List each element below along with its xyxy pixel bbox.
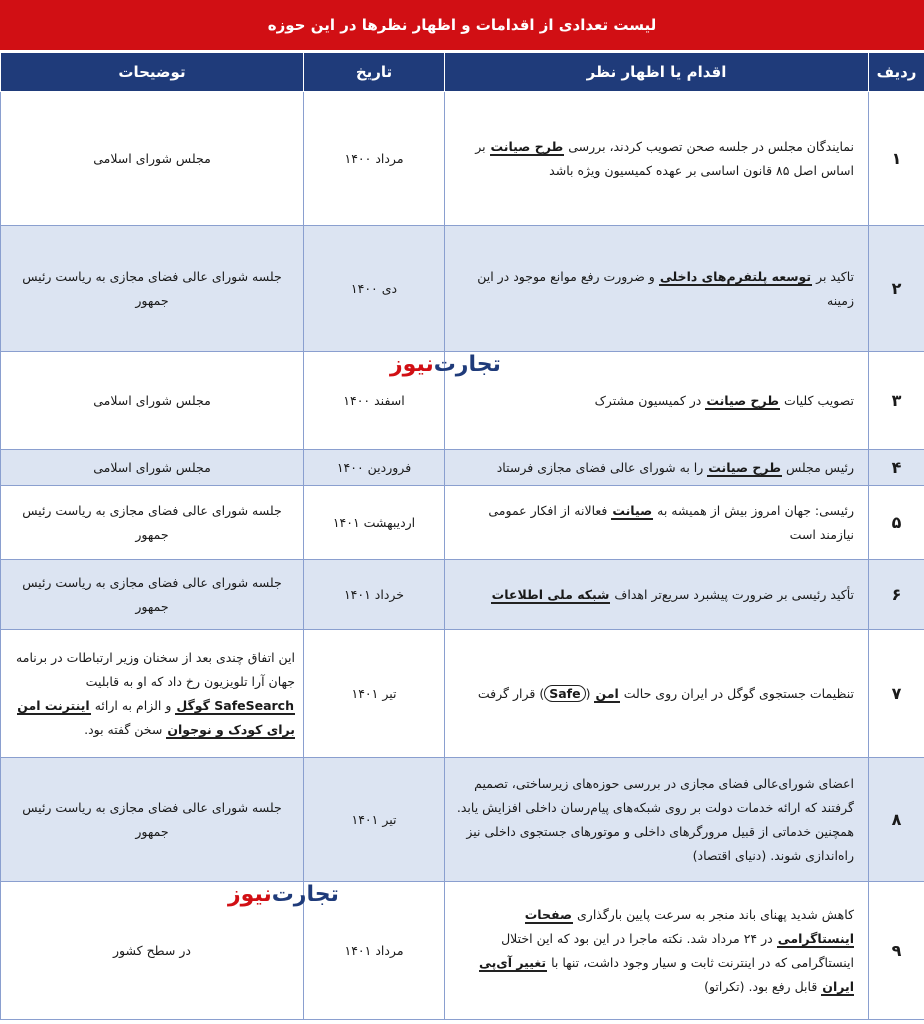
notes-cell: مجلس شورای اسلامی — [1, 352, 304, 450]
date-cell: اردیبهشت ۱۴۰۱ — [304, 486, 445, 560]
notes-cell: مجلس شورای اسلامی — [1, 450, 304, 486]
table-row — [1, 226, 924, 352]
notes-cell: جلسه شورای عالی فضای مجازی به ریاست رئیس جمهور — [1, 758, 304, 882]
action-cell: تنظیمات جستجوی گوگل در ایران روی حالت امن (Safe) قرار گرفت — [445, 630, 869, 758]
watermark-logo: تجارت نیوز — [228, 882, 339, 907]
row-number: ۲ — [869, 226, 924, 352]
date-cell: تیر ۱۴۰۱ — [304, 758, 445, 882]
table-row — [1, 450, 924, 486]
row-number: ۸ — [869, 758, 924, 882]
table-title: لیست تعدادی از اقدامات و اظهار نظرها در این حوزه — [0, 0, 924, 50]
action-cell: کاهش شدید پهنای باند منجر به سرعت پایین بارگذاری صفحات اینستاگرامی در ۲۴ مرداد شد. نکته ماجرا در این بود که این اختلال اینستاگرامی که در اینترنت ثابت و سیار وجود داشت، تنها با تغییر آی‌پی ایران قابل رفع بود. (تکراتو) — [445, 882, 869, 1020]
header-row — [1, 53, 924, 92]
action-cell: تأکید رئیسی بر ضرورت پیشبرد سریع‌تر اهداف شبکه ملی اطلاعات — [445, 560, 869, 630]
row-number: ۵ — [869, 486, 924, 560]
table-row — [1, 92, 924, 226]
notes-cell: جلسه شورای عالی فضای مجازی به ریاست رئیس جمهور — [1, 486, 304, 560]
action-cell: تاکید بر توسعه پلتفرم‌های داخلی و ضرورت رفع موانع موجود در این زمینه — [445, 226, 869, 352]
action-cell: اعضای شورای‌عالی فضای مجازی در بررسی حوزه‌های زیرساختی، تصمیم گرفتند که ارائه خدمات دولت بر روی شبکه‌های پیام‌رسان داخلی افزایش یابد. همچنین خدماتی از قبیل مرورگرهای داخلی و موتورهای جستجوی داخلی نیز راه‌اندازی شوند. (دنیای اقتصاد) — [445, 758, 869, 882]
row-number: ۱ — [869, 92, 924, 226]
table-row — [1, 560, 924, 630]
table-row — [1, 486, 924, 560]
watermark-logo: تجارت نیوز — [390, 352, 501, 377]
header-action: اقدام یا اظهار نظر — [445, 53, 869, 92]
table-row — [1, 882, 924, 1020]
date-cell: فروردین ۱۴۰۰ — [304, 450, 445, 486]
row-number: ۷ — [869, 630, 924, 758]
action-cell: نمایندگان مجلس در جلسه صحن تصویب کردند، بررسی طرح صیانت بر اساس اصل ۸۵ قانون اساسی بر عهده کمیسیون ویژه باشد — [445, 92, 869, 226]
date-cell: خرداد ۱۴۰۱ — [304, 560, 445, 630]
table-row — [1, 758, 924, 882]
row-number: ۶ — [869, 560, 924, 630]
notes-cell: مجلس شورای اسلامی — [1, 92, 304, 226]
date-cell: تیر ۱۴۰۱ — [304, 630, 445, 758]
date-cell: اسفند ۱۴۰۰ — [304, 352, 445, 450]
date-cell: دی ۱۴۰۰ — [304, 226, 445, 352]
header-date: تاریخ — [304, 53, 445, 92]
notes-cell: جلسه شورای عالی فضای مجازی به ریاست رئیس جمهور — [1, 560, 304, 630]
actions-table — [0, 52, 924, 1020]
table-row — [1, 630, 924, 758]
notes-cell: این اتفاق چندی بعد از سخنان وزیر ارتباطات در برنامه جهان آرا تلویزیون رخ داد که او به قابلیت SafeSearch گوگل و الزام به ارائه اینترنت امن برای کودک و نوجوان سخن گفته بود. — [1, 630, 304, 758]
row-number: ۳ — [869, 352, 924, 450]
date-cell: مرداد ۱۴۰۰ — [304, 92, 445, 226]
notes-cell: جلسه شورای عالی فضای مجازی به ریاست رئیس جمهور — [1, 226, 304, 352]
safe-badge: Safe — [544, 685, 585, 702]
row-number: ۹ — [869, 882, 924, 1020]
notes-cell: در سطح کشور — [1, 882, 304, 1020]
action-cell: رئیسی: جهان امروز بیش از همیشه به صیانت فعالانه از افکار عمومی نیازمند است — [445, 486, 869, 560]
header-row-number: ردیف — [869, 53, 924, 92]
date-cell: مرداد ۱۴۰۱ — [304, 882, 445, 1020]
row-number: ۴ — [869, 450, 924, 486]
action-cell: رئیس مجلس طرح صیانت را به شورای عالی فضای مجازی فرستاد — [445, 450, 869, 486]
header-notes: توضیحات — [1, 53, 304, 92]
action-cell: تصویب کلیات طرح صیانت در کمیسیون مشترک — [445, 352, 869, 450]
